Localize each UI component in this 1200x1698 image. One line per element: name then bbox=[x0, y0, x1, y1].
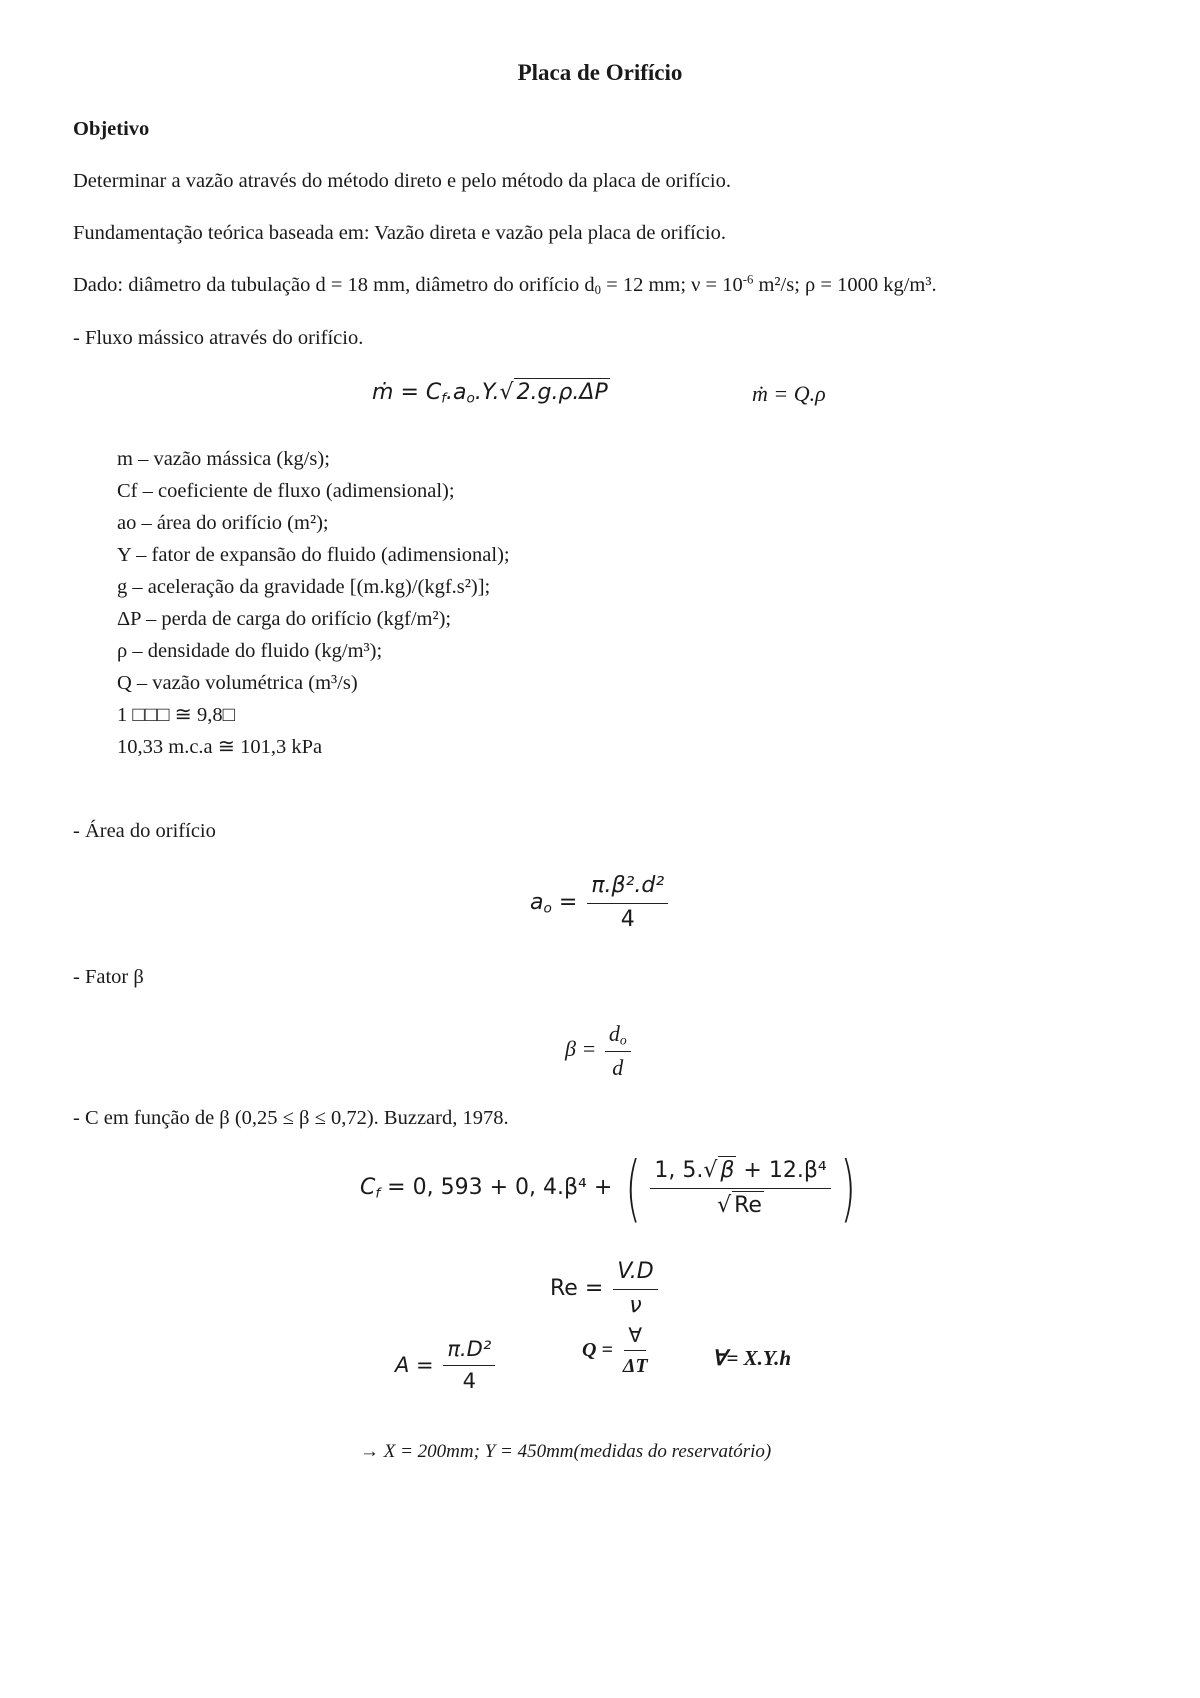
ao-subscript: o bbox=[466, 390, 475, 407]
variable-item: Q – vazão volumétrica (m³/s) bbox=[117, 672, 358, 694]
given-data-paragraph bbox=[73, 272, 937, 299]
q-fraction bbox=[623, 1322, 648, 1379]
variable-item: ΔP – perda de carga do orifício (kgf/m²); bbox=[117, 608, 452, 630]
cf-den-re: Re bbox=[732, 1191, 764, 1221]
volume-equation: ∀= X.Y.h bbox=[712, 1346, 792, 1370]
variable-item: ρ – densidade do fluido (kg/m³); bbox=[117, 640, 383, 662]
area-equals: = bbox=[558, 890, 578, 916]
variable-item: 1 □□□ ≅ 9,8□ bbox=[117, 704, 235, 726]
objective-paragraph: Determinar a vazão através do método direto e pelo método da placa de orifício. bbox=[73, 170, 732, 192]
a-equation bbox=[395, 1336, 498, 1396]
q-equation bbox=[582, 1322, 651, 1379]
variable-list bbox=[117, 446, 510, 766]
cf-denominator bbox=[717, 1189, 764, 1221]
cf-numerator bbox=[650, 1156, 830, 1189]
q-lhs: Q = bbox=[582, 1339, 613, 1361]
beta-heading: - Fator β bbox=[73, 966, 144, 988]
cf-lhs: C bbox=[360, 1175, 376, 1200]
variable-item: ao – área do orifício (m²); bbox=[117, 512, 329, 534]
a-numerator: π.D² bbox=[443, 1336, 495, 1366]
area-numerator: π.β².d² bbox=[587, 872, 668, 904]
cf-const: = 0, 593 + 0, 4.β⁴ + bbox=[387, 1175, 613, 1200]
area-lhs: a bbox=[530, 890, 544, 916]
sqrt-sign: √ bbox=[499, 380, 514, 405]
tank-dimensions: → X = 200mm; Y = 450mm(medidas do reservatório) bbox=[360, 1441, 772, 1462]
right-paren: ) bbox=[840, 1146, 856, 1230]
re-lhs: Re = bbox=[550, 1276, 604, 1302]
cf-num-sqrt: β bbox=[718, 1156, 736, 1186]
beta-num-d: d bbox=[608, 1021, 620, 1046]
area-lhs-sub: o bbox=[543, 900, 552, 917]
section-heading: Objetivo bbox=[73, 118, 150, 140]
a-denominator: 4 bbox=[462, 1369, 476, 1394]
q-denominator: ΔT bbox=[622, 1355, 648, 1377]
beta-fraction bbox=[605, 1020, 631, 1082]
mass-flow-equation bbox=[372, 378, 610, 408]
given-subscript: 0 bbox=[594, 283, 602, 298]
cf-fraction bbox=[650, 1156, 830, 1220]
variable-item: g – aceleração da gravidade [(m.kg)/(kgf.s²)]; bbox=[117, 576, 491, 598]
mass-flow-ao: .a bbox=[446, 380, 467, 405]
re-fraction bbox=[613, 1258, 657, 1320]
mass-flow-y: .Y. bbox=[474, 380, 500, 405]
variable-item: 10,33 m.c.a ≅ 101,3 kPa bbox=[117, 736, 323, 758]
mass-flow-heading: - Fluxo mássico através do orifício. bbox=[73, 327, 364, 349]
area-fraction bbox=[587, 872, 668, 934]
beta-equation bbox=[565, 1020, 634, 1082]
area-equation bbox=[530, 872, 671, 934]
cf-lhs-sub: f bbox=[375, 1185, 381, 1202]
foundation-paragraph: Fundamentação teórica baseada em: Vazão direta e vazão pela placa de orifício. bbox=[73, 222, 727, 244]
beta-denominator: d bbox=[612, 1054, 624, 1080]
left-paren: ( bbox=[625, 1146, 642, 1230]
beta-numerator bbox=[605, 1020, 631, 1052]
mdot-symbol-2: ṁ bbox=[752, 381, 768, 406]
cf-num-a: 1, 5. bbox=[654, 1157, 704, 1183]
cf-sqrt-sign: √ bbox=[703, 1157, 718, 1183]
variable-item: m – vazão mássica (kg/s); bbox=[117, 448, 330, 470]
given-text-3: m²/s; ρ = 1000 kg/m³. bbox=[753, 274, 937, 296]
re-equation bbox=[550, 1258, 661, 1320]
cf-subscript: f bbox=[441, 390, 447, 407]
variable-item: Cf – coeficiente de fluxo (adimensional); bbox=[117, 480, 455, 502]
cf-num-b: + 12.β⁴ bbox=[736, 1157, 827, 1183]
given-superscript: -6 bbox=[742, 272, 754, 287]
given-text-1: Dado: diâmetro da tubulação d = 18 mm, diâmetro do orifício d bbox=[73, 274, 595, 296]
given-text-2: = 12 mm; ν = 10 bbox=[601, 274, 743, 296]
mass-flow-rhs: = C bbox=[400, 380, 442, 405]
cf-equation bbox=[360, 1146, 862, 1230]
mdot-q-rhs: = Q.ρ bbox=[773, 381, 826, 406]
q-numerator: ∀ bbox=[624, 1322, 646, 1351]
beta-num-sub: o bbox=[619, 1032, 627, 1048]
mdot-q-equation bbox=[752, 380, 826, 409]
mdot-symbol: ṁ bbox=[372, 380, 394, 405]
area-denominator: 4 bbox=[620, 906, 635, 932]
c-heading: - C em função de β (0,25 ≤ β ≤ 0,72). Buzzard, 1978. bbox=[73, 1107, 509, 1129]
a-lhs: A = bbox=[395, 1352, 434, 1377]
cf-den-sqrt-sign: √ bbox=[717, 1192, 732, 1218]
beta-lhs: β = bbox=[565, 1036, 597, 1062]
re-numerator: V.D bbox=[613, 1258, 657, 1290]
a-fraction bbox=[443, 1336, 495, 1396]
mass-flow-sqrt: 2.g.ρ.ΔP bbox=[514, 378, 609, 408]
page-title: Placa de Orifício bbox=[517, 60, 683, 85]
variable-item: Y – fator de expansão do fluido (adimensional); bbox=[117, 544, 510, 566]
area-heading: - Área do orifício bbox=[73, 820, 216, 842]
re-denominator: ν bbox=[629, 1292, 642, 1318]
